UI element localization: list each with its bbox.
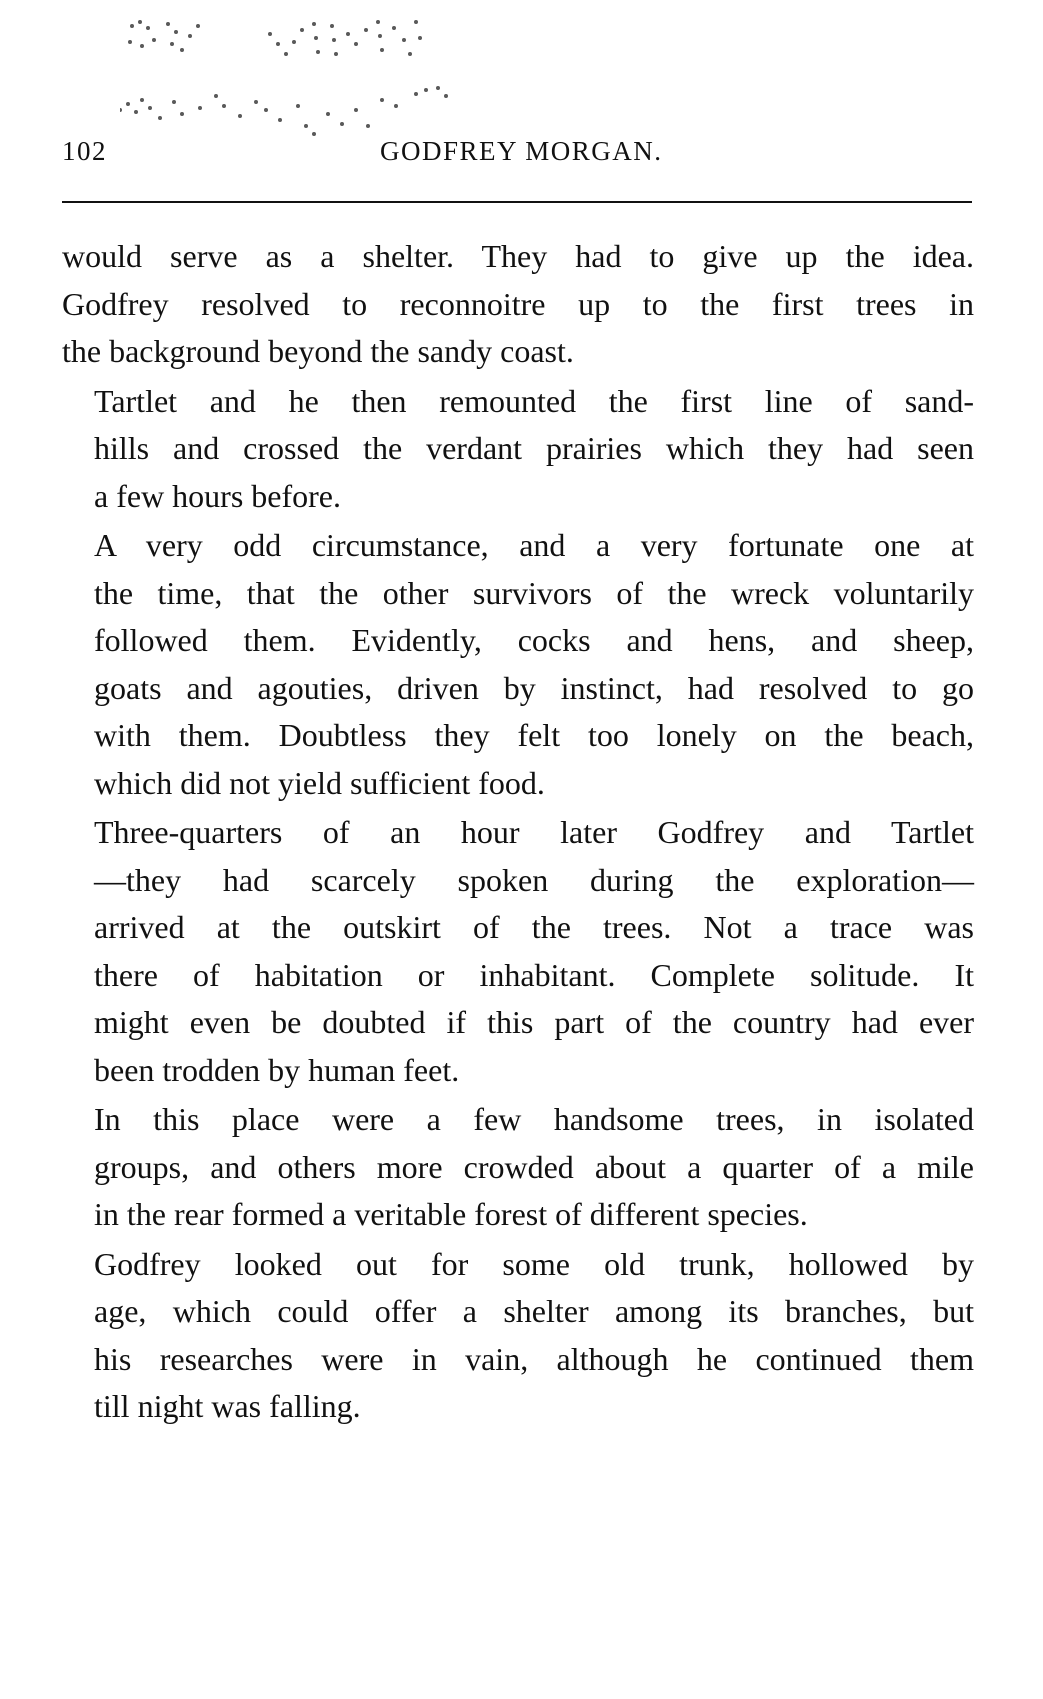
paragraph [62,522,974,807]
paragraph [62,378,974,521]
text-line: In this place were a few handsome trees, in isolated [94,1101,974,1137]
text-line: which did not yield sufficient food. [94,764,545,801]
text-line: Three-quarters of an hour later Godfrey and Tartlet [94,814,974,850]
header-rule [62,201,972,203]
text-line: followed them. Evidently, cocks and hens, and sheep, [94,622,974,658]
library-stamp [120,14,520,154]
running-title: GODFREY MORGAN. [380,136,663,166]
body-text [62,233,974,1433]
paragraph [62,1096,974,1239]
text-line: Godfrey looked out for some old trunk, hollowed by [94,1245,974,1282]
text-line: arrived at the outskirt of the trees. Not a trace was [94,909,974,945]
text-line: there of habitation or inhabitant. Complete solitude. It [94,956,974,993]
paragraph [62,809,974,1094]
text-line: with them. Doubtless they felt too lonely on the beach, [94,717,974,753]
text-line: in the rear formed a veritable forest of different species. [94,1196,808,1232]
page-number: 102 [62,136,107,166]
text-line: Godfrey resolved to reconnoitre up to the first trees in [62,285,974,322]
text-line: till night was falling. [94,1388,361,1424]
text-line: the time, that the other survivors of the wreck voluntarily [94,574,974,611]
text-line: groups, and others more crowded about a quarter of a mile [94,1148,974,1185]
text-line: age, which could offer a shelter among its branches, but [94,1293,974,1329]
paragraph [62,233,974,376]
text-line: might even be doubted if this part of the country had ever [94,1004,974,1040]
text-line: his researches were in vain, although he continued them [94,1340,974,1377]
text-line: —they had scarcely spoken during the exploration— [94,861,974,898]
text-line: Tartlet and he then remounted the first line of sand- [94,382,974,419]
text-line: would serve as a shelter. They had to give up the idea. [62,238,974,274]
text-line: the background beyond the sandy coast. [62,333,574,369]
text-line: hills and crossed the verdant prairies which they had seen [94,430,974,466]
text-line: a few hours before. [94,477,341,514]
text-line: been trodden by human feet. [94,1051,460,1088]
paragraph [62,1241,974,1431]
text-line: A very odd circumstance, and a very fortunate one at [94,527,974,563]
running-head [62,136,962,176]
text-line: goats and agouties, driven by instinct, had resolved to go [94,669,974,706]
